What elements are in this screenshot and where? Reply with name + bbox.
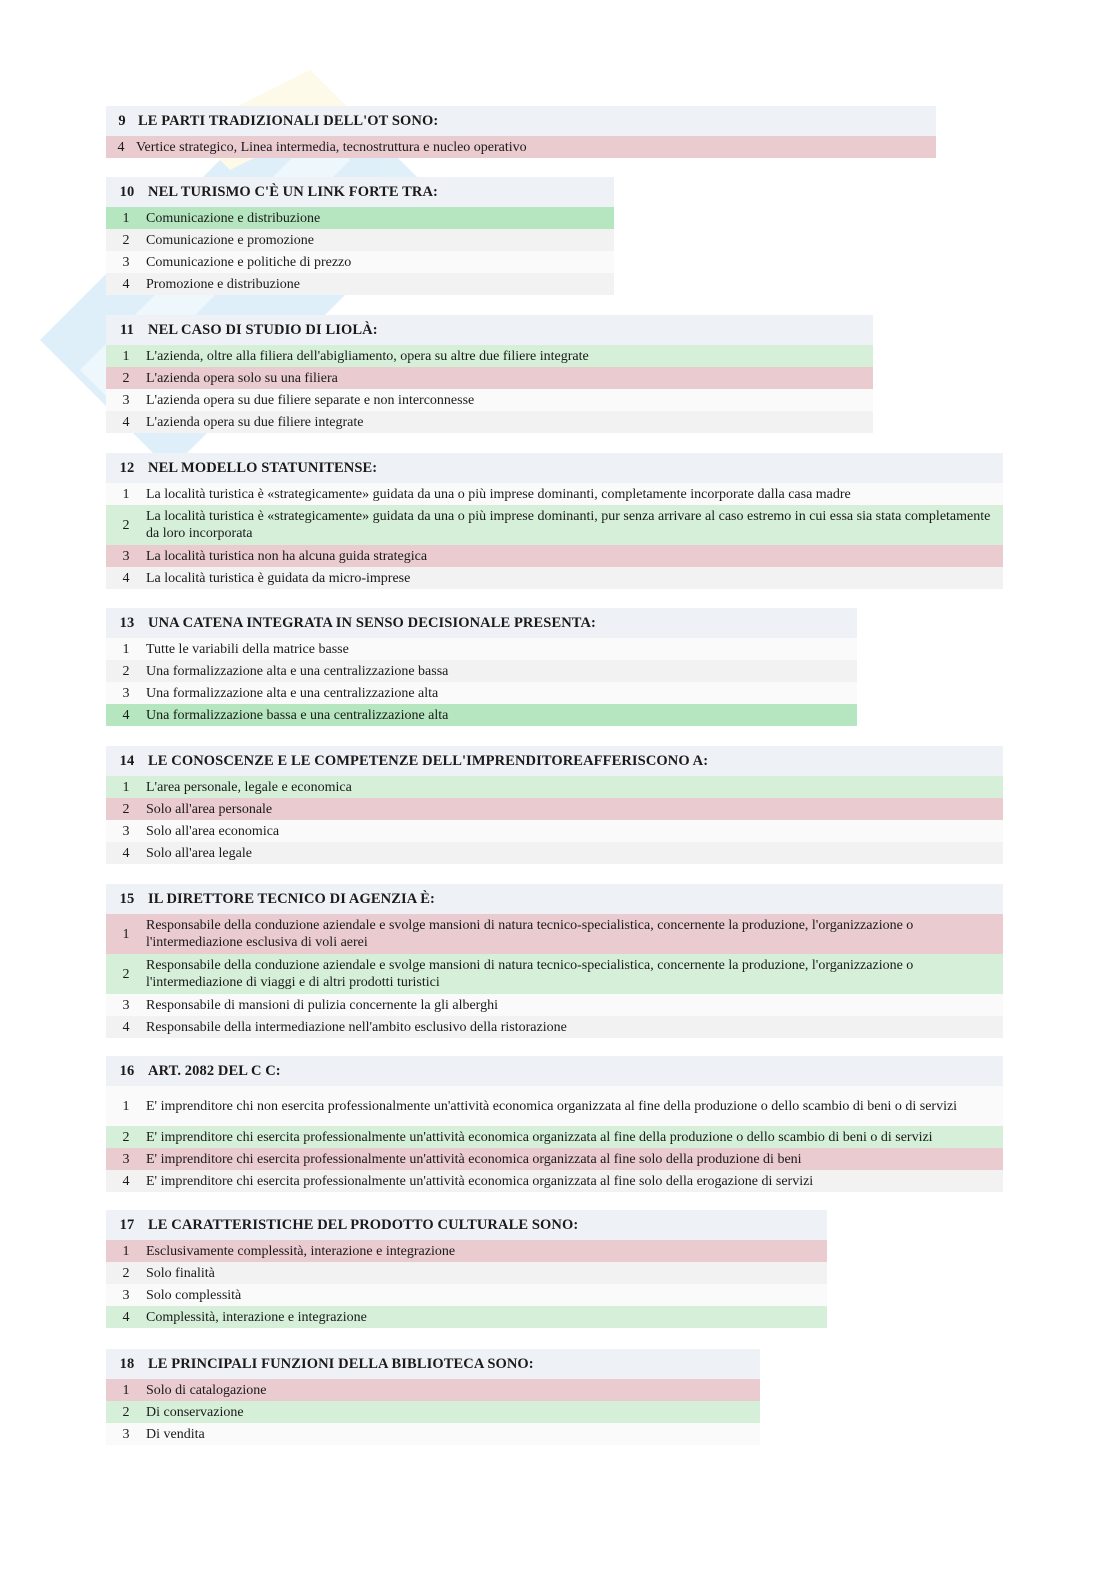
answer-text: Complessità, interazione e integrazione bbox=[146, 1309, 367, 1325]
answer-text: Comunicazione e distribuzione bbox=[146, 210, 321, 226]
answer-text: Comunicazione e promozione bbox=[146, 232, 314, 248]
question-header bbox=[106, 177, 614, 207]
answer-option bbox=[106, 483, 1003, 505]
answer-text: Promozione e distribuzione bbox=[146, 276, 300, 292]
answer-number: 2 bbox=[122, 1265, 130, 1281]
answer-option bbox=[106, 505, 1003, 545]
answer-number: 2 bbox=[122, 1404, 130, 1420]
question-block bbox=[106, 884, 1003, 1038]
answer-option bbox=[106, 842, 1003, 864]
answer-number: 4 bbox=[122, 276, 130, 292]
answer-text: Una formalizzazione alta e una centralizzazione alta bbox=[146, 685, 439, 701]
answer-text: E' imprenditore chi esercita professionalmente un'attività economica organizzata al fine solo della erogazione di servizi bbox=[146, 1173, 814, 1189]
answer-number: 2 bbox=[122, 517, 130, 533]
answer-option bbox=[106, 1170, 1003, 1192]
answer-option bbox=[106, 994, 1003, 1016]
answer-option bbox=[106, 345, 873, 367]
question-title: LE PARTI TRADIZIONALI DELL'OT SONO: bbox=[138, 112, 439, 129]
answer-option bbox=[106, 776, 1003, 798]
answer-option bbox=[106, 1148, 1003, 1170]
answer-text: Una formalizzazione alta e una centralizzazione bassa bbox=[146, 663, 449, 679]
question-title: UNA CATENA INTEGRATA IN SENSO DECISIONALE PRESENTA: bbox=[148, 614, 596, 631]
question-header bbox=[106, 608, 857, 638]
answer-text: La località turistica non ha alcuna guida strategica bbox=[146, 548, 428, 564]
answer-text: L'area personale, legale e economica bbox=[146, 779, 352, 795]
answer-text: L'azienda opera su due filiere integrate bbox=[146, 414, 364, 430]
question-block bbox=[106, 177, 614, 295]
answer-number: 4 bbox=[122, 1309, 130, 1325]
answer-option bbox=[106, 1240, 827, 1262]
answer-option bbox=[106, 914, 1003, 954]
answer-option bbox=[106, 660, 857, 682]
answer-number: 3 bbox=[122, 392, 130, 408]
answer-number: 3 bbox=[122, 548, 130, 564]
answer-number: 1 bbox=[122, 1382, 130, 1398]
answer-option bbox=[106, 229, 614, 251]
answer-option bbox=[106, 367, 873, 389]
answer-number: 1 bbox=[122, 210, 130, 226]
question-header bbox=[106, 106, 936, 136]
answer-text: Di conservazione bbox=[146, 1404, 244, 1420]
answer-number: 2 bbox=[122, 663, 130, 679]
question-block bbox=[106, 106, 936, 158]
answer-option bbox=[106, 1423, 760, 1445]
answer-option bbox=[106, 136, 936, 158]
question-block bbox=[106, 315, 873, 433]
answer-text: Esclusivamente complessità, interazione e integrazione bbox=[146, 1243, 456, 1259]
answer-text: Responsabile della intermediazione nell'ambito esclusivo della ristorazione bbox=[146, 1019, 567, 1035]
answer-option bbox=[106, 567, 1003, 589]
answer-number: 4 bbox=[122, 1019, 130, 1035]
answer-text: La località turistica è guidata da micro-imprese bbox=[146, 570, 411, 586]
answer-text: L'azienda, oltre alla filiera dell'abigliamento, opera su altre due filiere integrate bbox=[146, 348, 589, 364]
question-header bbox=[106, 315, 873, 345]
answer-number: 4 bbox=[122, 707, 130, 723]
question-number: 16 bbox=[119, 1062, 135, 1079]
question-header bbox=[106, 453, 1003, 483]
answer-number: 1 bbox=[122, 779, 130, 795]
question-block bbox=[106, 1349, 760, 1445]
question-title: IL DIRETTORE TECNICO DI AGENZIA È: bbox=[148, 890, 435, 907]
answer-text: L'azienda opera su due filiere separate e non interconnesse bbox=[146, 392, 475, 408]
answer-option bbox=[106, 638, 857, 660]
answer-number: 3 bbox=[122, 1426, 130, 1442]
answer-option bbox=[106, 1306, 827, 1328]
answer-number: 4 bbox=[117, 139, 125, 155]
question-number: 9 bbox=[118, 112, 126, 129]
answer-text: Responsabile di mansioni di pulizia concernente la gli alberghi bbox=[146, 997, 498, 1013]
answer-option bbox=[106, 207, 614, 229]
answer-option bbox=[106, 1379, 760, 1401]
answer-number: 4 bbox=[122, 845, 130, 861]
question-title: NEL CASO DI STUDIO DI LIOLÀ: bbox=[148, 321, 378, 338]
answer-option bbox=[106, 273, 614, 295]
answer-number: 1 bbox=[122, 1243, 130, 1259]
answer-option bbox=[106, 1401, 760, 1423]
question-number: 18 bbox=[119, 1355, 135, 1372]
answer-number: 2 bbox=[122, 1129, 130, 1145]
question-block bbox=[106, 746, 1003, 864]
answer-option bbox=[106, 1284, 827, 1306]
answer-number: 1 bbox=[122, 1098, 130, 1114]
question-header bbox=[106, 1210, 827, 1240]
question-header bbox=[106, 746, 1003, 776]
question-title: ART. 2082 DEL C C: bbox=[148, 1062, 281, 1079]
question-number: 10 bbox=[119, 183, 135, 200]
question-header bbox=[106, 884, 1003, 914]
answer-option bbox=[106, 251, 614, 273]
answer-number: 3 bbox=[122, 1287, 130, 1303]
answer-option bbox=[106, 389, 873, 411]
answer-number: 1 bbox=[122, 641, 130, 657]
answer-number: 1 bbox=[122, 926, 130, 942]
answer-number: 1 bbox=[122, 348, 130, 364]
answer-option bbox=[106, 704, 857, 726]
answer-text: La località turistica è «strategicamente» guidata da una o più imprese dominanti, completamente incorporate dalla casa madre bbox=[146, 486, 851, 502]
answer-text: Solo complessità bbox=[146, 1287, 242, 1303]
answer-option bbox=[106, 545, 1003, 567]
answer-number: 3 bbox=[122, 997, 130, 1013]
answer-option bbox=[106, 798, 1003, 820]
answer-text: Solo all'area legale bbox=[146, 845, 252, 861]
answer-option bbox=[106, 682, 857, 704]
answer-text: Solo finalità bbox=[146, 1265, 215, 1281]
question-header bbox=[106, 1349, 760, 1379]
answer-text: Solo all'area economica bbox=[146, 823, 280, 839]
answer-text: Tutte le variabili della matrice basse bbox=[146, 641, 349, 657]
answer-number: 4 bbox=[122, 570, 130, 586]
question-header bbox=[106, 1056, 1003, 1086]
question-number: 15 bbox=[119, 890, 135, 907]
question-block bbox=[106, 608, 857, 726]
question-block bbox=[106, 1210, 827, 1328]
answer-text: Solo di catalogazione bbox=[146, 1382, 267, 1398]
answer-number: 3 bbox=[122, 685, 130, 701]
question-title: LE CARATTERISTICHE DEL PRODOTTO CULTURALE SONO: bbox=[148, 1216, 579, 1233]
answer-text: Responsabile della conduzione aziendale e svolge mansioni di natura tecnico-specialistica, concernente la produzione, l'organizzazione o l'intermediazione esclusiva di voli aerei bbox=[146, 918, 914, 950]
answer-text: E' imprenditore chi esercita professionalmente un'attività economica organizzata al fine della produzione o dello scambio di beni o di servizi bbox=[146, 1129, 933, 1145]
answer-text: Comunicazione e politiche di prezzo bbox=[146, 254, 352, 270]
answer-number: 2 bbox=[122, 232, 130, 248]
question-number: 11 bbox=[120, 321, 134, 338]
question-number: 17 bbox=[119, 1216, 135, 1233]
answer-number: 2 bbox=[122, 801, 130, 817]
answer-text: Responsabile della conduzione aziendale e svolge mansioni di natura tecnico-specialistica, concernente la produzione, l'organizzazione o l'intermediazione di viaggi e di altri prodotti turistici bbox=[146, 958, 914, 990]
question-title: LE CONOSCENZE E LE COMPETENZE DELL'IMPRENDITOREAFFERISCONO A: bbox=[148, 752, 709, 769]
answer-number: 2 bbox=[122, 370, 130, 386]
answer-option bbox=[106, 820, 1003, 842]
question-title: NEL TURISMO C'È UN LINK FORTE TRA: bbox=[148, 183, 438, 200]
question-number: 12 bbox=[119, 459, 135, 476]
answer-text: Vertice strategico, Linea intermedia, tecnostruttura e nucleo operativo bbox=[136, 139, 527, 155]
question-number: 14 bbox=[119, 752, 135, 769]
answer-option bbox=[106, 1086, 1003, 1126]
answer-text: E' imprenditore chi non esercita professionalmente un'attività economica organizzata al fine della produzione o dello scambio di beni o di servizi bbox=[146, 1098, 958, 1114]
answer-number: 2 bbox=[122, 966, 130, 982]
answer-text: Una formalizzazione bassa e una centralizzazione alta bbox=[146, 707, 449, 723]
question-block bbox=[106, 453, 1003, 589]
question-title: NEL MODELLO STATUNITENSE: bbox=[148, 459, 378, 476]
answer-text: Solo all'area personale bbox=[146, 801, 273, 817]
answer-text: E' imprenditore chi esercita professionalmente un'attività economica organizzata al fine solo della produzione di beni bbox=[146, 1151, 802, 1167]
answer-option bbox=[106, 1016, 1003, 1038]
answer-number: 3 bbox=[122, 823, 130, 839]
answer-option bbox=[106, 954, 1003, 994]
answer-text: Di vendita bbox=[146, 1426, 205, 1442]
answer-number: 4 bbox=[122, 1173, 130, 1189]
answer-number: 3 bbox=[122, 254, 130, 270]
answer-option bbox=[106, 1262, 827, 1284]
question-block bbox=[106, 1056, 1003, 1192]
answer-text: L'azienda opera solo su una filiera bbox=[146, 370, 338, 386]
answer-option bbox=[106, 1126, 1003, 1148]
answer-number: 1 bbox=[122, 486, 130, 502]
answer-option bbox=[106, 411, 873, 433]
answer-number: 4 bbox=[122, 414, 130, 430]
question-number: 13 bbox=[119, 614, 135, 631]
answer-text: La località turistica è «strategicamente» guidata da una o più imprese dominanti, pur senza arrivare al caso estremo in cui essa sia stata completamente da loro incorporata bbox=[146, 509, 991, 541]
answer-number: 3 bbox=[122, 1151, 130, 1167]
question-title: LE PRINCIPALI FUNZIONI DELLA BIBLIOTECA SONO: bbox=[148, 1355, 534, 1372]
